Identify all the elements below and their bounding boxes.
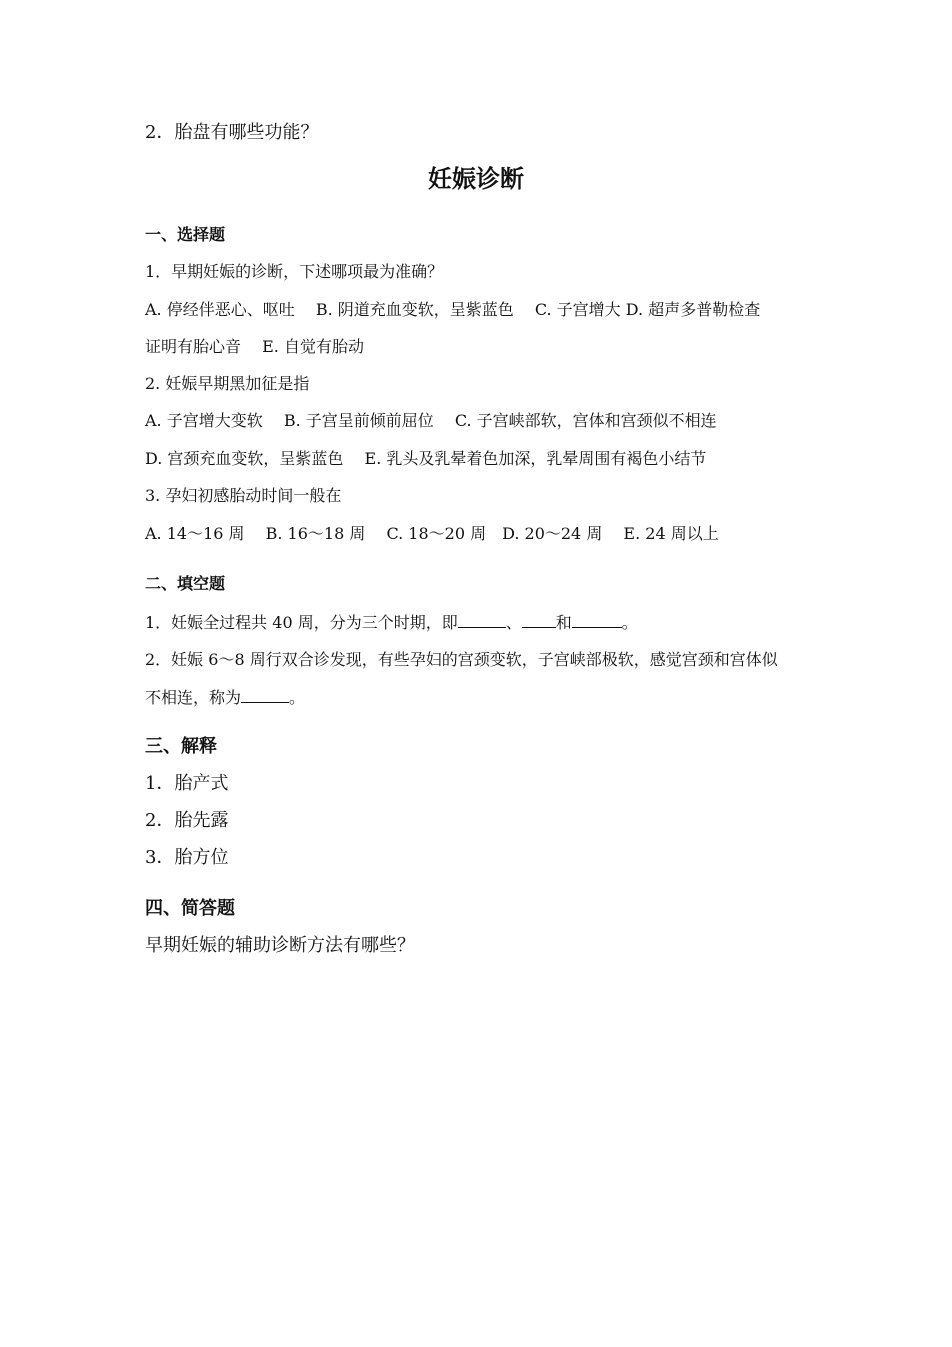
fill-q2-line1: 2．妊娠 6～8 周行双合诊发现，有些孕妇的宫颈变软，子宫峡部极软，感觉宫颈和宫体似 (145, 650, 778, 669)
fill-q2-line2 (145, 687, 305, 708)
fill-q1 (145, 612, 638, 633)
choice-q2-stem: 2. 妊娠早期黑加征是指 (145, 374, 310, 393)
fill-q2-text: 不相连，称为 (145, 688, 242, 707)
choice-q1-options-line2: 证明有胎心音 E. 自觉有胎动 (145, 337, 364, 356)
explain-item-1: 1．胎产式 (145, 773, 229, 794)
section-heading-short-answer: 四、简答题 (145, 898, 235, 919)
choice-q3-options: A. 14～16 周 B. 16～18 周 C. 18～20 周 D. 20～24 周 E. 24 周以上 (145, 524, 719, 543)
fill-blank-2 (522, 612, 556, 628)
fill-blank-3 (572, 612, 622, 628)
choice-q3-stem: 3. 孕妇初感胎动时间一般在 (145, 486, 342, 505)
fill-q2-end: 。 (289, 688, 306, 707)
page-title: 妊娠诊断 (428, 164, 524, 193)
choice-q2-options-line1: A. 子宫增大变软 B. 子宫呈前倾前屈位 C. 子宫峡部软，宫体和宫颈似不相连 (145, 411, 717, 430)
short-answer-question: 早期妊娠的辅助诊断方法有哪些？ (145, 935, 415, 956)
fill-blank-1 (458, 612, 506, 628)
fill-q1-end: 。 (621, 613, 638, 632)
previous-question: 2．胎盘有哪些功能？ (145, 122, 319, 143)
section-heading-explain: 三、解释 (145, 736, 217, 757)
fill-blank-4 (241, 687, 289, 703)
fill-q1-text: 1．妊娠全过程共 40 周，分为三个时期，即 (145, 613, 458, 632)
fill-q1-and: 和 (555, 613, 572, 632)
section-heading-choice: 一、选择题 (145, 225, 226, 244)
choice-q1-stem: 1．早期妊娠的诊断，下述哪项最为准确？ (145, 262, 444, 281)
explain-item-3: 3．胎方位 (145, 847, 229, 868)
fill-q1-separator: 、 (505, 613, 522, 632)
choice-q2-options-line2: D. 宫颈充血变软，呈紫蓝色 E. 乳头及乳晕着色加深，乳晕周围有褐色小结节 (145, 449, 707, 468)
section-heading-fill-blank: 二、填空题 (145, 574, 226, 593)
explain-item-2: 2．胎先露 (145, 810, 229, 831)
choice-q1-options-line1: A. 停经伴恶心、呕吐 B. 阴道充血变软，呈紫蓝色 C. 子宫增大 D. 超声多普勒检查 (145, 300, 761, 319)
